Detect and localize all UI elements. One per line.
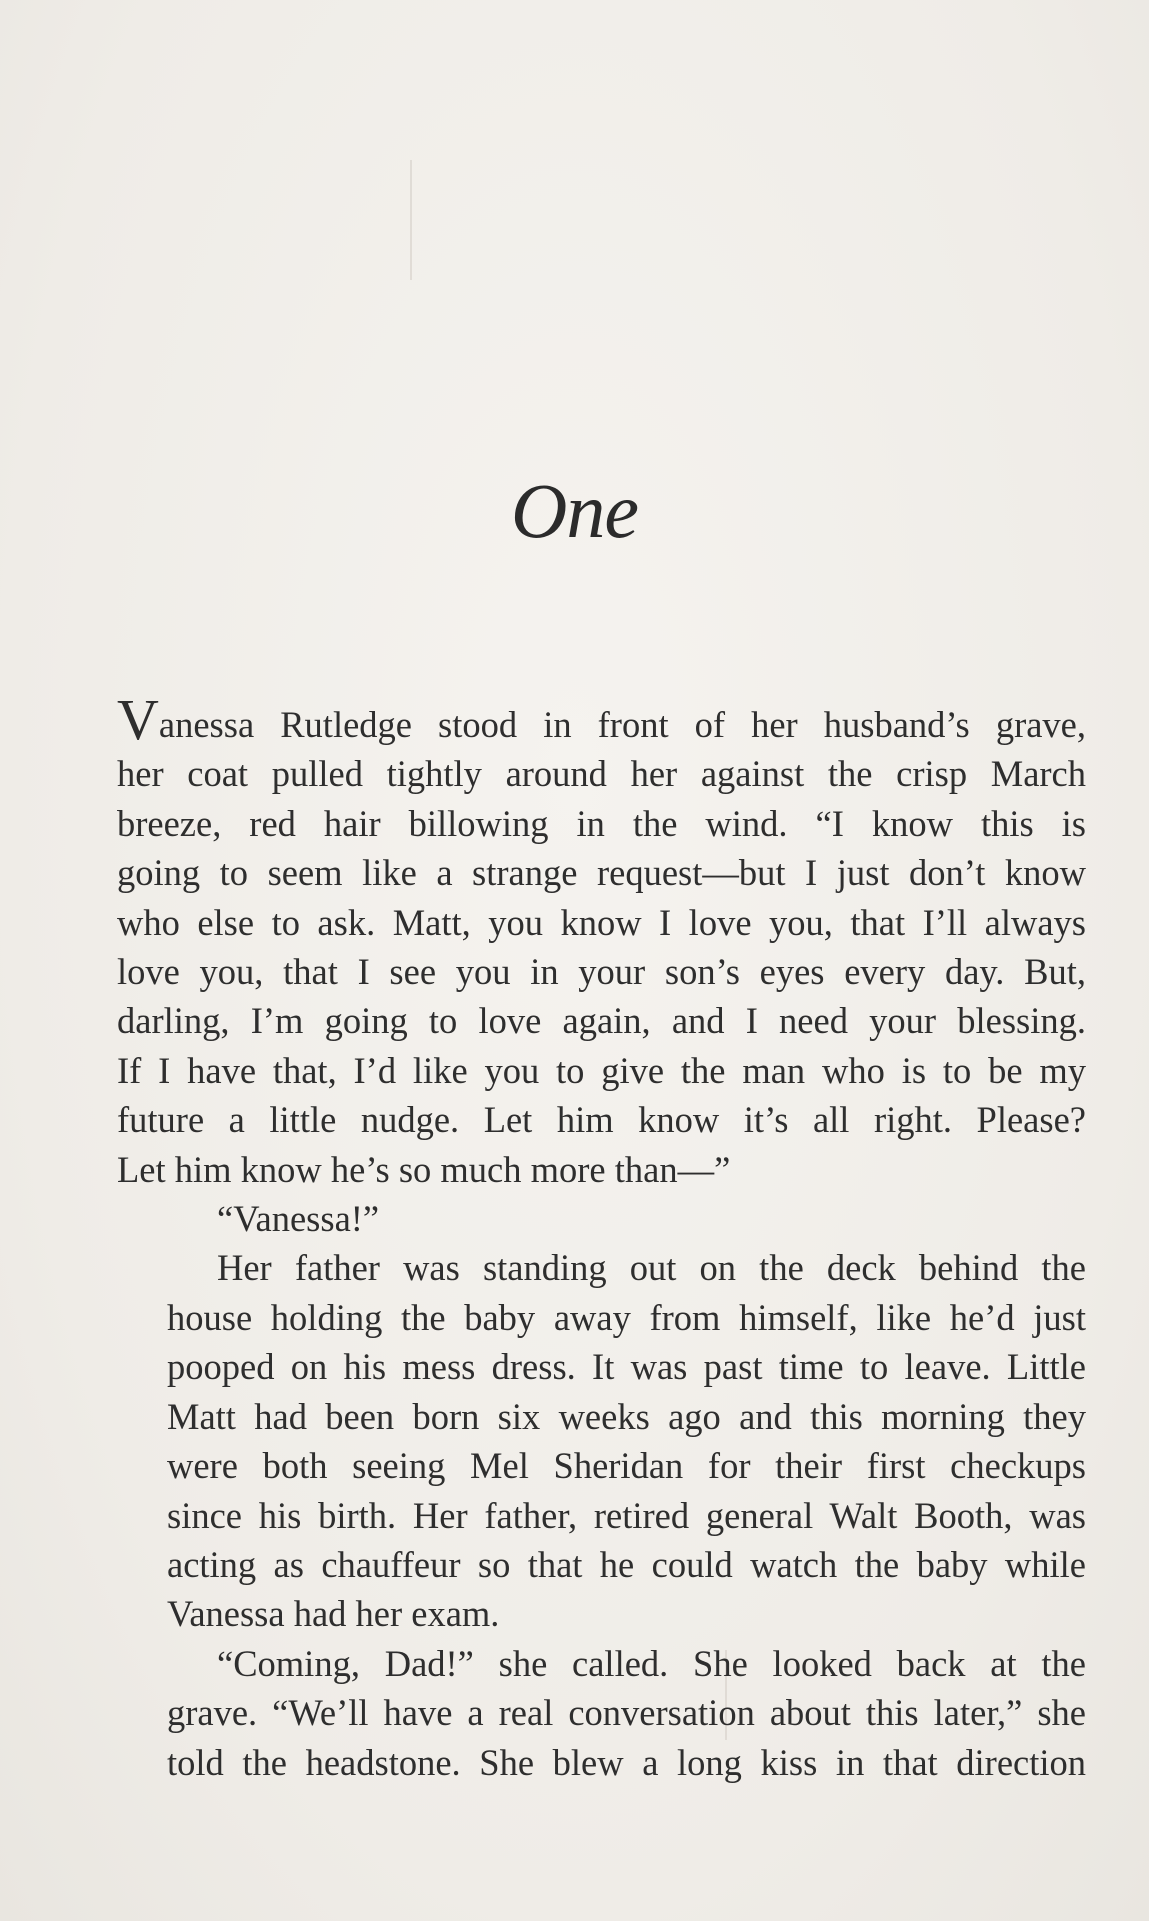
text-line: breeze, red hair billowing in the wind. “I know this is [117,802,1086,844]
text-line: pooped on his mess dress. It was past time to leave. Little [167,1346,1086,1388]
paragraph-3 [117,1243,1086,1638]
text-line: darling, I’m going to love again, and I need your blessing. [117,1000,1086,1042]
text-line: who else to ask. Matt, you know I love you, that I’ll always [117,901,1086,943]
text-line: acting as chauffeur so that he could watch the baby while [167,1543,1086,1585]
body-text [117,687,1086,1787]
paragraph-2 [117,1194,1086,1243]
text-line: Vanessa had her exam. [167,1593,500,1635]
text-line: “Vanessa!” [217,1198,380,1240]
text-line: If I have that, I’d like you to give the man who is to be my [117,1049,1086,1091]
text-line: love you, that I see you in your son’s eyes every day. But, [117,951,1086,993]
paragraph-4 [117,1639,1086,1787]
text-line: Let him know he’s so much more than—” [117,1148,731,1190]
text-line: told the headstone. She blew a long kiss in that direction [167,1741,1086,1783]
text-line: Her father was standing out on the deck behind the [217,1247,1086,1289]
text-line: were both seeing Mel Sheridan for their first checkups [167,1445,1086,1487]
chapter-title: One [511,467,638,554]
paper-crease [410,160,412,280]
text-line: Vanessa Rutledge stood in front of her husband’s grave, [117,687,1086,752]
text-line: future a little nudge. Let him know it’s all right. Please? [117,1099,1086,1141]
text-line: going to seem like a strange request—but I just don’t know [117,852,1086,894]
text-line: Matt had been born six weeks ago and this morning they [167,1395,1086,1437]
drop-cap: V [117,687,159,752]
text-line: her coat pulled tightly around her against the crisp March [117,753,1086,795]
text-line: house holding the baby away from himself, like he’d just [167,1296,1086,1338]
text-line: since his birth. Her father, retired general Walt Booth, was [167,1494,1086,1536]
paragraph-1 [117,687,1086,1194]
text-line: “Coming, Dad!” she called. She looked back at the [217,1642,1086,1684]
text-line: grave. “We’ll have a real conversation about this later,” she [167,1692,1086,1734]
